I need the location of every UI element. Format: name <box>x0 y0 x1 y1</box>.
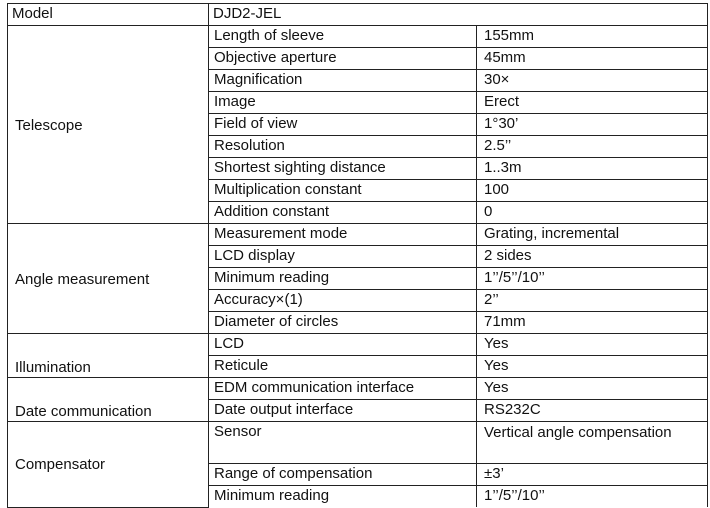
param-value: Yes <box>477 378 708 400</box>
param-name: LCD <box>209 334 477 356</box>
param-name: Multiplication constant <box>209 180 477 202</box>
group-label-compensator: Compensator <box>8 422 209 508</box>
model-label: Model <box>8 4 209 26</box>
group-label-telescope: Telescope <box>8 26 209 224</box>
param-value: Vertical angle compensation <box>477 422 708 464</box>
param-name: Diameter of circles <box>209 312 477 334</box>
param-value: 2 sides <box>477 246 708 268</box>
specifications-table <box>7 3 708 508</box>
param-value: 30× <box>477 70 708 92</box>
param-name: Resolution <box>209 136 477 158</box>
param-value: 1’’/5’’/10’’ <box>477 268 708 290</box>
param-value: 1..3m <box>477 158 708 180</box>
table-row <box>8 334 708 356</box>
param-value: 0 <box>477 202 708 224</box>
param-value: 71mm <box>477 312 708 334</box>
table-row <box>8 26 708 48</box>
param-name: Measurement mode <box>209 224 477 246</box>
table-row <box>8 378 708 400</box>
group-label-angle-measurement: Angle measurement <box>8 224 209 334</box>
param-name: Objective aperture <box>209 48 477 70</box>
model-value: DJD2-JEL <box>209 4 708 26</box>
param-value: Grating, incremental <box>477 224 708 246</box>
table-row <box>8 224 708 246</box>
param-value: Erect <box>477 92 708 114</box>
param-value: 1°30’ <box>477 114 708 136</box>
param-value: RS232C <box>477 400 708 422</box>
table-row <box>8 422 708 464</box>
param-name: Field of view <box>209 114 477 136</box>
param-value: 1’’/5’’/10’’ <box>477 486 708 508</box>
table-row-model <box>8 4 708 26</box>
param-name: Shortest sighting distance <box>209 158 477 180</box>
param-name: Reticule <box>209 356 477 378</box>
param-value: 2.5’’ <box>477 136 708 158</box>
param-value: 2’’ <box>477 290 708 312</box>
param-value: Yes <box>477 356 708 378</box>
param-value: 45mm <box>477 48 708 70</box>
param-name: Length of sleeve <box>209 26 477 48</box>
param-name: Image <box>209 92 477 114</box>
param-value: Yes <box>477 334 708 356</box>
group-label-illumination: Illumination <box>8 334 209 378</box>
param-name: Range of compensation <box>209 464 477 486</box>
param-name: Sensor <box>209 422 477 464</box>
param-name: Accuracy×(1) <box>209 290 477 312</box>
param-name: Magnification <box>209 70 477 92</box>
param-name: Minimum reading <box>209 486 477 508</box>
param-name: Minimum reading <box>209 268 477 290</box>
param-value: ±3’ <box>477 464 708 486</box>
param-value: 155mm <box>477 26 708 48</box>
param-name: Addition constant <box>209 202 477 224</box>
param-name: EDM communication interface <box>209 378 477 400</box>
param-name: LCD display <box>209 246 477 268</box>
param-value: 100 <box>477 180 708 202</box>
param-name: Date output interface <box>209 400 477 422</box>
group-label-date-communication: Date communication <box>8 378 209 422</box>
